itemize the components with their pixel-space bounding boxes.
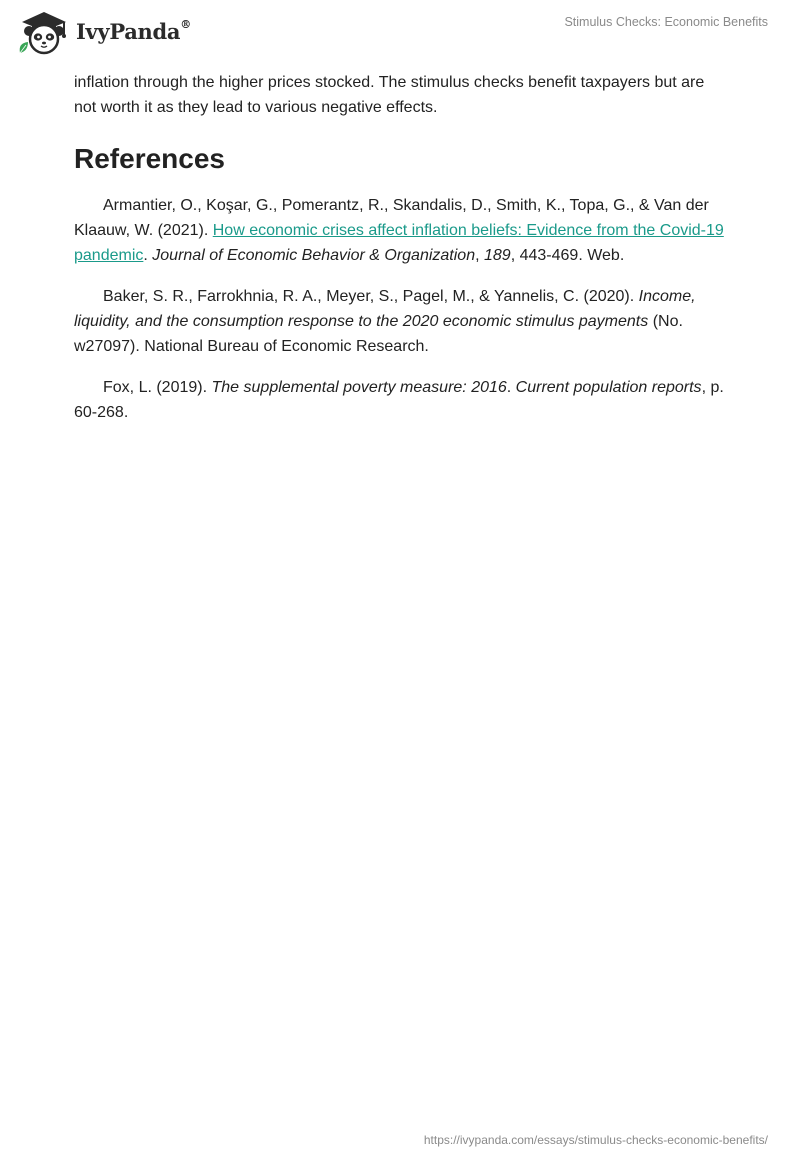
reference-item-2 [74,284,724,359]
ivypanda-logo[interactable] [14,8,191,56]
reference-journal: Journal of Economic Behavior & Organization [152,247,476,264]
document-title: Stimulus Checks: Economic Benefits [564,15,768,29]
page-content [74,70,724,441]
reference-item-1 [74,193,724,268]
registered-mark: ® [180,17,191,31]
reference-authors: Fox, L. (2019). [103,379,212,396]
reference-punct: . [143,247,153,264]
reference-title: Income, liquidity, and the consumption response to the 2020 economic stimulus payments [74,288,696,330]
reference-item-3 [74,375,724,425]
reference-punct: . [506,379,516,396]
reference-authors: Armantier, O., Koşar, G., Pomerantz, R., Skandalis, D., Smith, K., Topa, G., & Van der Klaauw, W. (2021). [74,197,709,239]
reference-publisher: (No. w27097). National Bureau of Economic Research. [74,313,683,355]
panda-graduate-icon [14,9,74,55]
references-heading: References [74,143,225,174]
page-header [0,0,800,64]
reference-series: Current population reports [515,379,702,396]
reference-title: The supplemental poverty measure: 2016 [211,379,507,396]
reference-pages: , p. 60-268. [74,379,724,421]
logo-wordmark-text: IvyPanda [76,18,181,44]
reference-punct: , [475,247,484,264]
reference-volume: 189 [484,247,511,264]
footer-url[interactable]: https://ivypanda.com/essays/stimulus-checks-economic-benefits/ [423,1133,768,1147]
reference-pages: , 443-469. Web. [510,247,625,264]
logo-wordmark [76,19,191,44]
intro-paragraph: inflation through the higher prices stocked. The stimulus checks benefit taxpayers but are not worth it as they lead to various negative effects. [74,74,705,116]
reference-link[interactable]: How economic crises affect inflation beliefs: Evidence from the Covid-19 pandemic [74,222,724,264]
reference-authors: Baker, S. R., Farrokhnia, R. A., Meyer, S., Pagel, M., & Yannelis, C. (2020). [103,288,639,305]
